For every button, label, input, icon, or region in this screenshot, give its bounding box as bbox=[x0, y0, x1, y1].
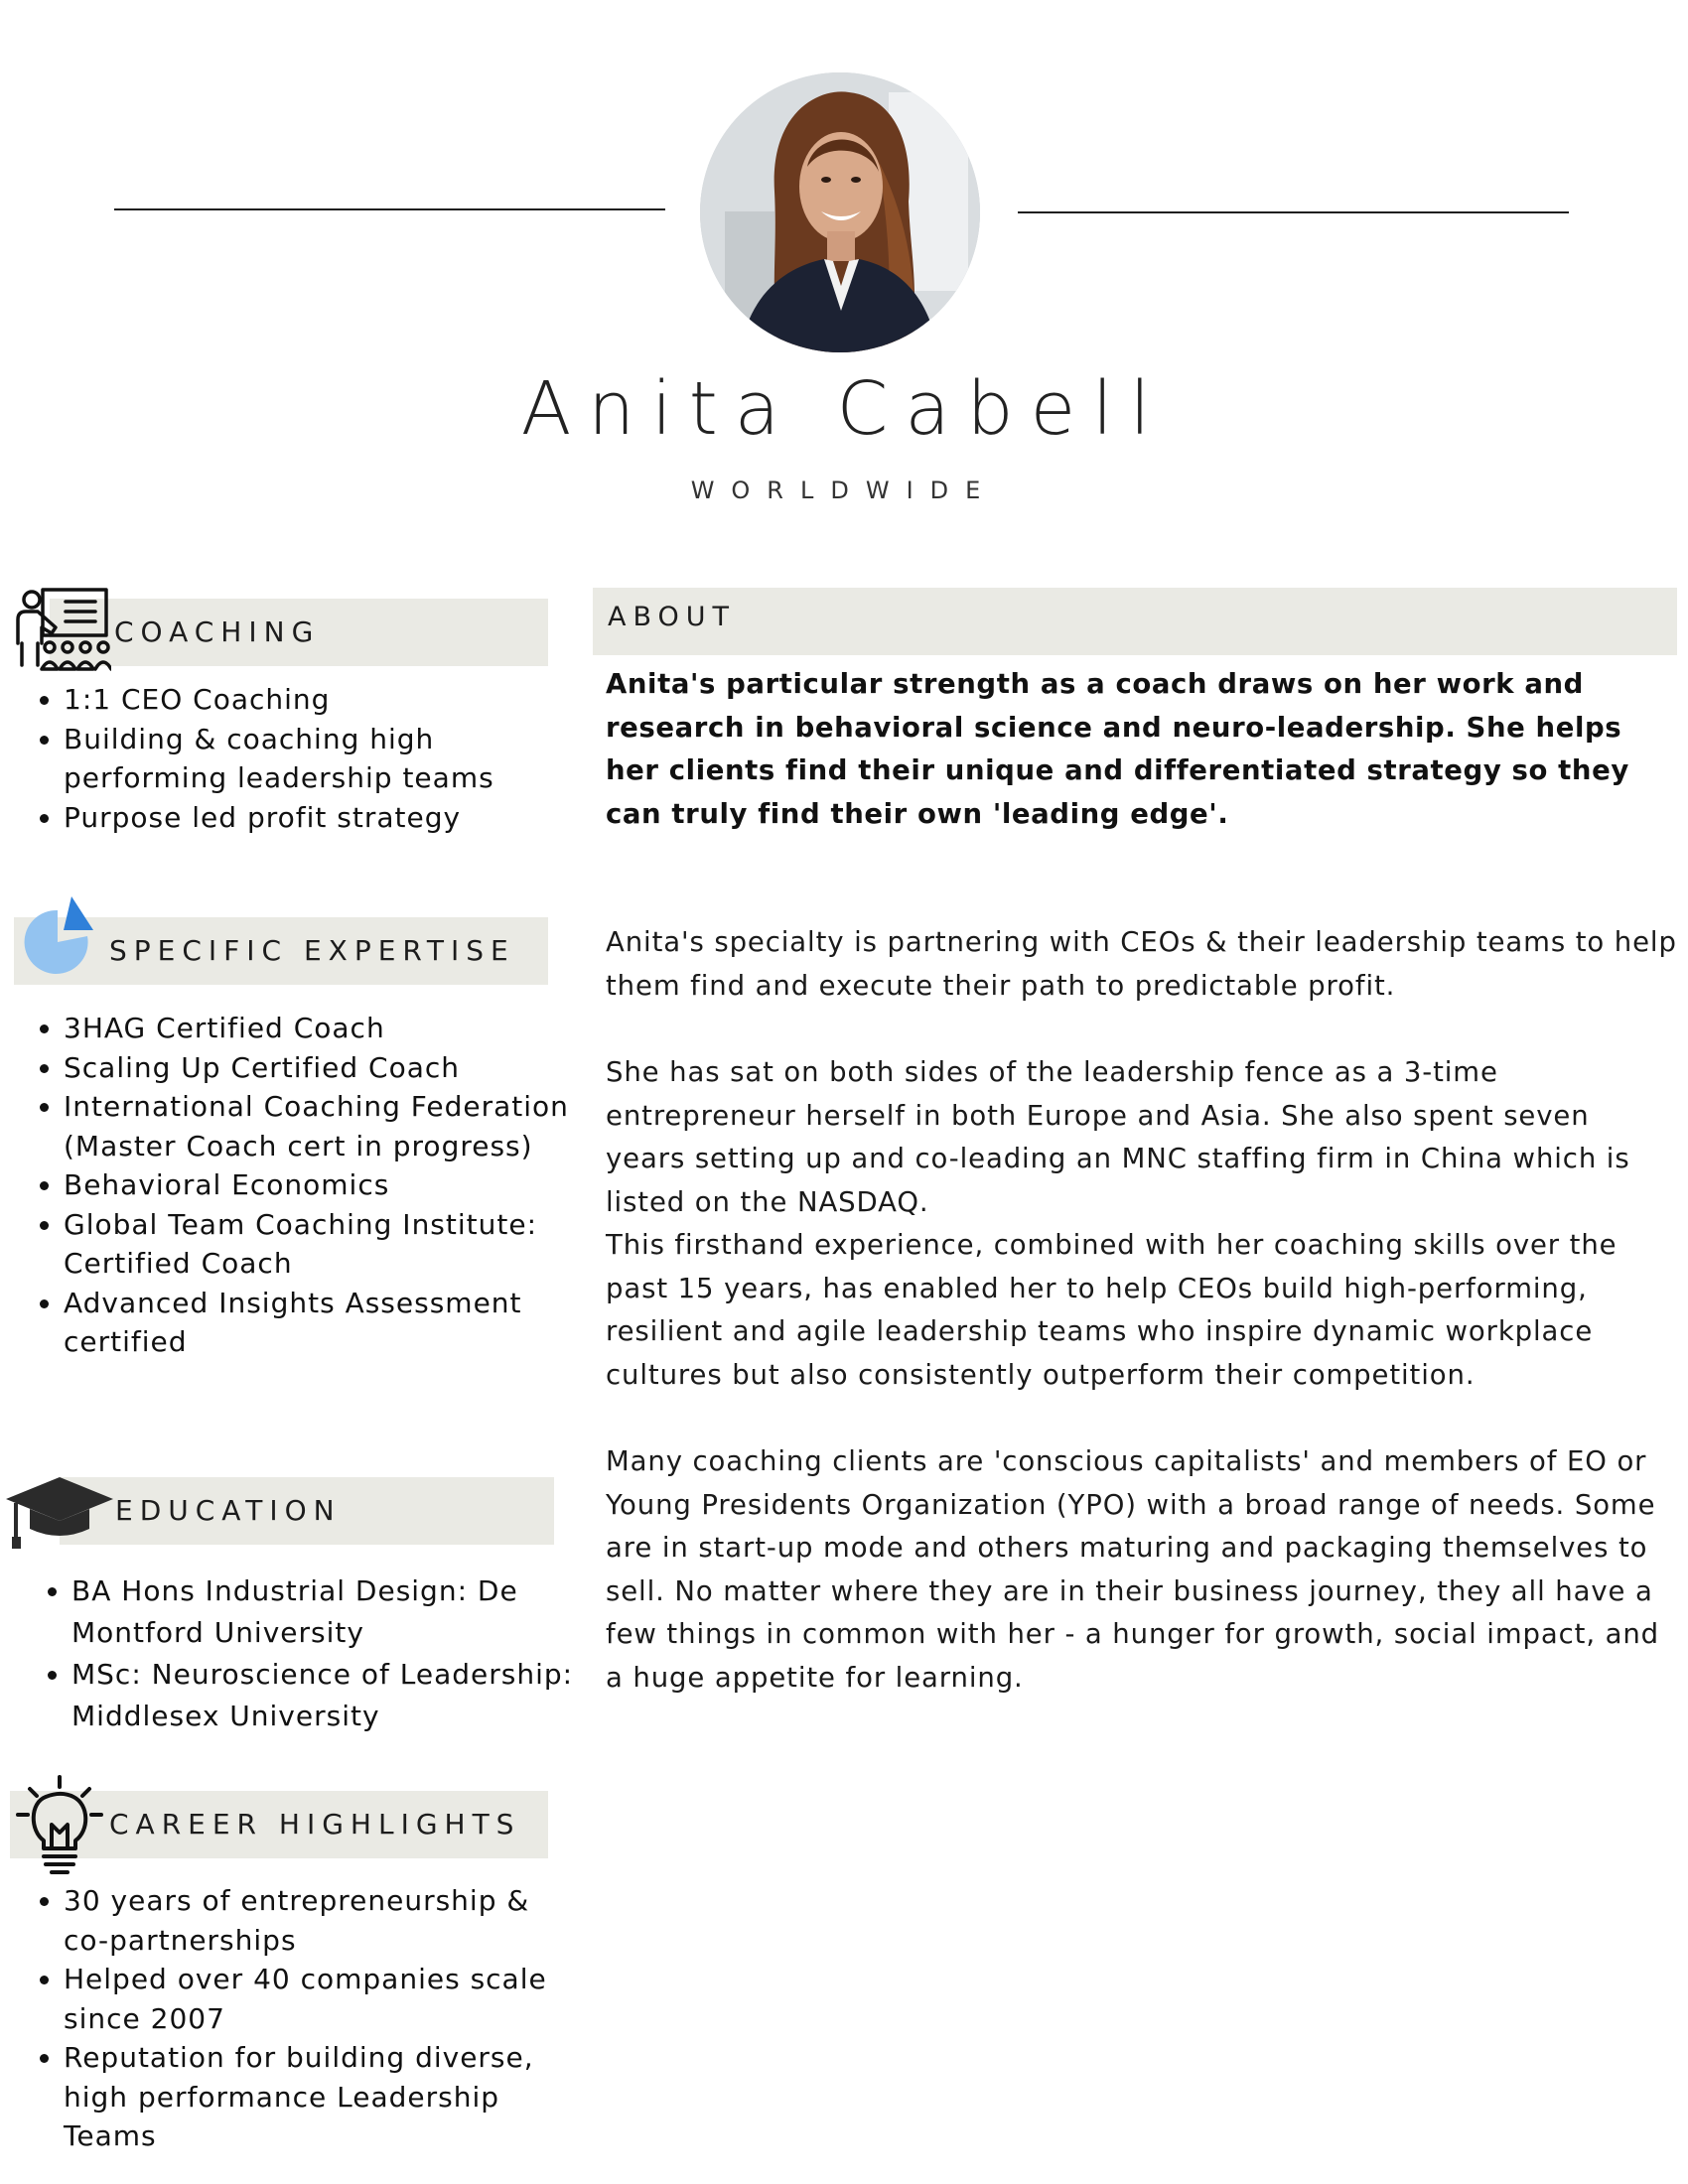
list-item: • Scaling Up Certified Coach bbox=[64, 1048, 600, 1088]
coaching-title: COACHING bbox=[114, 615, 321, 648]
about-paragraph: This firsthand experience, combined with her coaching skills over the past 15 years, has enabled her to help CEOs build high-performing, resilient and agile leadership teams who inspire dynamic workplace cultures but also consistently outperform their competition. bbox=[606, 1229, 1618, 1391]
presentation-audience-icon bbox=[8, 586, 111, 673]
avatar bbox=[700, 72, 980, 352]
education-list bbox=[20, 1570, 608, 1737]
about-title: ABOUT bbox=[608, 602, 737, 632]
about-intro: Anita's particular strength as a coach draws on her work and research in behavioral science and neuro-leadership. She helps her clients find their unique and differentiated strategy so they can truly find their own 'leading edge'. bbox=[606, 668, 1629, 830]
list-item: • 1:1 CEO Coaching bbox=[64, 680, 580, 720]
about-header-bar bbox=[593, 588, 1677, 655]
expertise-list bbox=[12, 1009, 600, 1362]
about-paragraph: Anita's specialty is partnering with CEOs & their leadership teams to help them find and execute their path to predictable profit. bbox=[606, 926, 1677, 1002]
career-list bbox=[12, 1881, 580, 2156]
education-title: EDUCATION bbox=[115, 1494, 342, 1527]
list-item: • Advanced Insights Assessment certified bbox=[64, 1284, 600, 1362]
about-paragraph: She has sat on both sides of the leadership fence as a 3-time entrepreneur herself in both Europe and Asia. She also spent seven years setting up and co-leading an MNC staffing firm in China which is listed on the NASDAQ. bbox=[606, 1056, 1630, 1218]
list-item: • Global Team Coaching Institute: Certified Coach bbox=[64, 1205, 600, 1284]
expertise-title: SPECIFIC EXPERTISE bbox=[109, 934, 515, 967]
list-item: • Behavioral Economics bbox=[64, 1165, 600, 1205]
list-item: • International Coaching Federation (Master Coach cert in progress) bbox=[64, 1087, 600, 1165]
lightbulb-icon bbox=[16, 1775, 105, 1878]
list-item: • 3HAG Certified Coach bbox=[64, 1009, 600, 1048]
list-item: • Helped over 40 companies scale since 2007 bbox=[64, 1960, 580, 2038]
portrait-photo bbox=[700, 72, 980, 352]
list-item: • MSc: Neuroscience of Leadership: Middlesex University bbox=[71, 1654, 608, 1737]
pie-chart-icon bbox=[22, 890, 111, 974]
about-paragraph: Many coaching clients are 'conscious capitalists' and members of EO or Young Presidents Organization (YPO) with a broad range of needs. Some are in start-up mode and others maturing and packaging themselves to sell. No matter where they are in their business journey, they all have a few things in common with her - a hunger for growth, social impact, and a huge appetite for learning. bbox=[606, 1445, 1660, 1694]
list-item: • 30 years of entrepreneurship & co-partnerships bbox=[64, 1881, 580, 1960]
person-name: Anita Cabell bbox=[520, 366, 1168, 452]
header-rule-left bbox=[114, 208, 665, 210]
list-item: • Reputation for building diverse, high performance Leadership Teams bbox=[64, 2038, 580, 2156]
graduation-cap-icon bbox=[4, 1473, 115, 1549]
coaching-list bbox=[12, 680, 580, 837]
tagline: WORLDWIDE bbox=[690, 477, 998, 504]
list-item: • Purpose led profit strategy bbox=[64, 798, 580, 838]
header-rule-right bbox=[1018, 211, 1569, 213]
list-item: • BA Hons Industrial Design: De Montford University bbox=[71, 1570, 608, 1654]
list-item: • Building & coaching high performing leadership teams bbox=[64, 720, 580, 798]
career-title: CAREER HIGHLIGHTS bbox=[109, 1808, 521, 1841]
